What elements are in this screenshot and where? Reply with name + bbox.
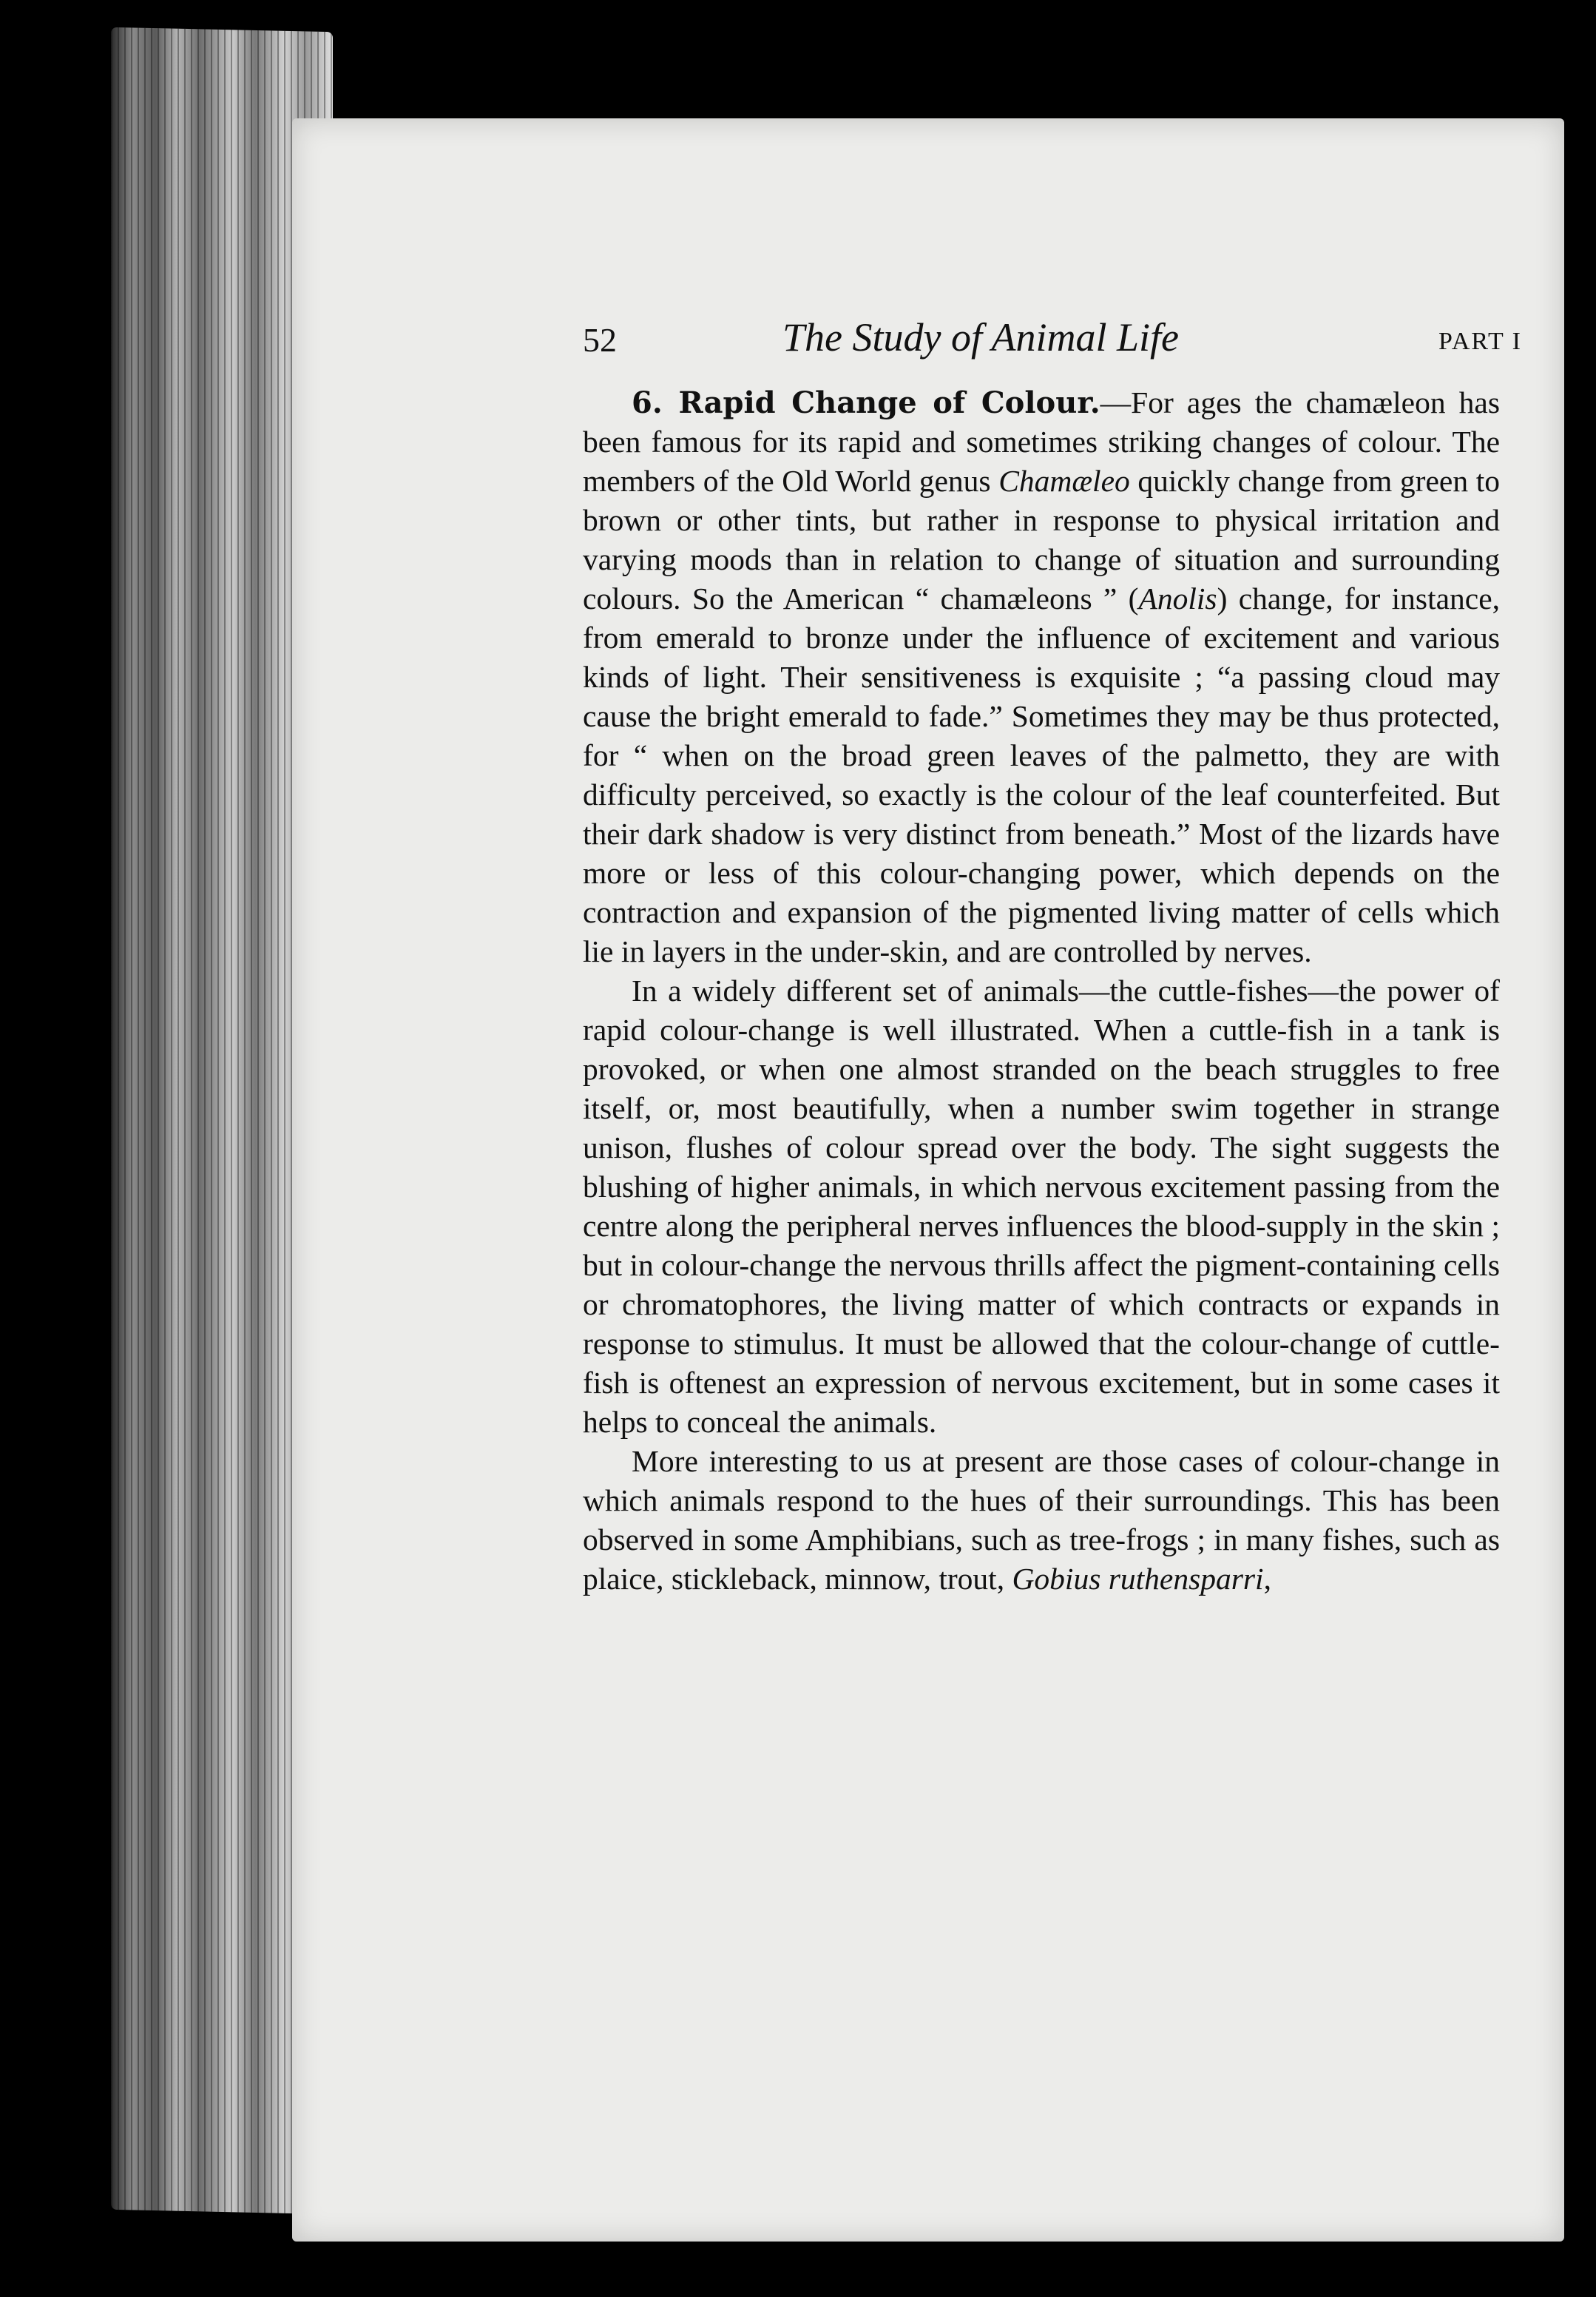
section-number: 6. (632, 385, 663, 420)
text-run: quickly change from green to brown or other tints, but rather in response to physical irritation and varying moods than in relation to change of situation and surrounding colours. So the American “ chamæleons ” ( (583, 464, 1500, 615)
paragraph-2-body (583, 974, 1500, 1439)
text-run: —For ages the chamæleon has been famous for its rapid and sometimes striking changes of colour. The members of the Old World genus (583, 385, 1500, 498)
text-run: ) change, for instance, from emerald to bronze under the influence of excitement and various kinds of light. Their sensitiveness is exquisite ; “a passing cloud may cause the bright emerald to fade.” Sometimes they may be thus protected, for “ when on the broad green leaves of the palmetto, they are with difficulty perceived, so exactly is the colour of the leaf counterfeited. But their dark shadow is very distinct from beneath.” Most of the lizards have more or less of this colour-changing power, which depends on the contraction and expansion of the pigmented living matter of cells which lie in layers in the under-skin, and are controlled by nerves. (583, 581, 1500, 968)
running-head (583, 314, 1522, 366)
paragraph-3 (583, 1442, 1500, 1599)
book-title: The Study of Animal Life (782, 315, 1179, 360)
paragraph-3-body (583, 1444, 1500, 1596)
text-run: , (1263, 1562, 1271, 1596)
body-text (583, 383, 1500, 1599)
page-number: 52 (583, 321, 617, 359)
section-title: Rapid Change of Colour. (678, 385, 1100, 420)
paragraph-1 (583, 383, 1500, 971)
text-run: In a widely different set of animals—the cuttle-fishes—the power of rapid colour-change is well illustrated. When a cuttle-fish in a tank is provoked, or when one almost stranded on the beach struggles to free itself, or, most beautifully, when a number swim together in strange unison, flushes of colour spread over the body. The sight suggests the blushing of higher animals, in which nervous excitement passing from the centre along the peripheral nerves influences the blood-supply in the skin ; but in colour-change the nervous thrills affect the pigment-containing cells or chromatophores, the living matter of which contracts or expands in response to stimulus. It must be allowed that the colour-change of cuttle-fish is oftenest an expression of nervous excitement, but in some cases it helps to conceal the animals. (583, 974, 1500, 1439)
text-run: More interesting to us at present are those cases of colour-change in which animals respond to the hues of their surroundings. This has been observed in some Amphibians, such as tree-frogs ; in many fishes, such as plaice, stickleback, minnow, trout, (583, 1444, 1500, 1596)
paragraph-2 (583, 971, 1500, 1442)
paragraph-1-body (583, 385, 1500, 968)
italic-term: Chamæleo (998, 464, 1130, 498)
part-label: PART I (1438, 328, 1522, 355)
italic-term: Gobius ruthensparri (1012, 1562, 1264, 1596)
italic-term: Anolis (1138, 581, 1217, 615)
section-heading (632, 385, 1100, 420)
